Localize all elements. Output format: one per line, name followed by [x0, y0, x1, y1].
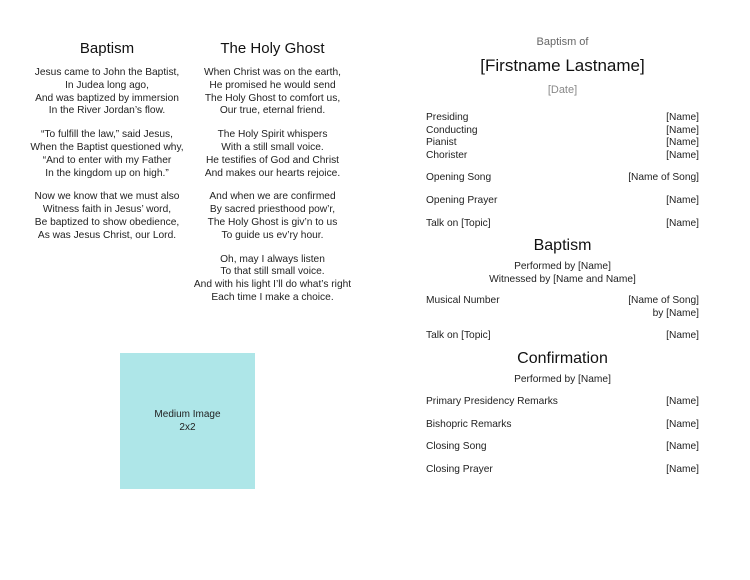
row-value: [Name of Song]	[628, 172, 699, 184]
poem-line: “And to enter with my Father	[42, 154, 172, 166]
program-row	[426, 150, 699, 163]
program-row	[426, 195, 699, 208]
poem-line: Our true, eternal friend.	[219, 105, 326, 117]
poem-line: And was baptized by immersion	[35, 92, 179, 104]
row-label: Presiding	[426, 112, 469, 123]
program-row	[426, 464, 699, 477]
officers-list	[426, 112, 699, 162]
row-label: Closing Prayer	[426, 463, 493, 475]
poem-line: Jesus came to John the Baptist,	[34, 67, 180, 78]
poem-line: And with his light I’ll do what’s right	[193, 279, 352, 291]
row-label: Talk on [Topic]	[426, 330, 491, 342]
image-placeholder[interactable]	[120, 353, 255, 489]
poem-line: The Holy Ghost to comfort us,	[204, 92, 341, 104]
poem-line: The Holy Spirit whispers	[217, 129, 328, 141]
poem-stanza	[22, 191, 192, 242]
poem-stanza	[22, 129, 192, 180]
image-placeholder-label	[154, 408, 220, 434]
poem-line: Now we know that we must also	[34, 191, 180, 203]
poem-line: To guide us ev’ry hour.	[221, 229, 324, 241]
poem-stanza	[22, 67, 192, 118]
row-value: [Name]	[666, 463, 699, 475]
poem-line: Be baptized to show obedience,	[34, 216, 180, 228]
row-label: Pianist	[426, 137, 457, 149]
program-row	[426, 396, 699, 409]
row-value-line: [Name of Song]	[628, 295, 699, 307]
program-row	[426, 218, 699, 231]
poem-line: The Holy Ghost is giv’n to us	[207, 216, 338, 228]
poem-stanza	[190, 254, 355, 305]
row-label: Talk on [Topic]	[426, 217, 491, 229]
poem-stanza	[190, 129, 355, 180]
row-label: Opening Prayer	[426, 194, 498, 206]
program-date: [Date]	[547, 84, 578, 96]
row-label: Chorister	[426, 149, 468, 161]
program-row	[426, 137, 699, 150]
section-title-baptism: Baptism	[533, 237, 592, 255]
poem-title: The Holy Ghost	[220, 40, 325, 57]
poem-title: Baptism	[79, 40, 135, 57]
row-label: Closing Song	[426, 441, 487, 453]
section-title-confirmation: Confirmation	[517, 349, 608, 367]
row-value: [Name]	[666, 217, 699, 229]
poem-line: In the River Jordan’s flow.	[48, 105, 166, 117]
program-row	[426, 295, 699, 320]
program-row	[426, 441, 699, 454]
program-kicker: Baptism of	[536, 36, 589, 48]
poem-line: With a still small voice.	[221, 141, 324, 153]
row-value: [Name]	[666, 194, 699, 206]
baptism-performed-by: Performed by [Name]	[514, 261, 611, 273]
poem-line: Oh, may I always listen	[220, 253, 325, 265]
confirmation-performed-by: Performed by [Name]	[514, 373, 611, 385]
poem-line: And when we are confirmed	[209, 191, 336, 203]
poem-line: He testifies of God and Christ	[205, 154, 340, 166]
poem-line: When Christ was on the earth,	[203, 67, 342, 78]
poem-stanza	[190, 191, 355, 242]
image-placeholder-line: Medium Image	[154, 409, 221, 420]
poem-holy-ghost	[190, 40, 355, 316]
row-value: [Name]	[666, 149, 699, 161]
row-value	[628, 295, 699, 320]
baptism-witnessed-by: Witnessed by [Name and Name]	[489, 274, 636, 286]
program-row	[426, 330, 699, 343]
poem-line: And makes our hearts rejoice.	[204, 167, 341, 179]
poem-line: To that still small voice.	[220, 266, 325, 278]
row-value: [Name]	[666, 124, 699, 136]
row-value: [Name]	[666, 330, 699, 342]
row-label: Musical Number	[426, 295, 500, 307]
row-value: [Name]	[666, 112, 699, 123]
program-row	[426, 172, 699, 185]
program-row	[426, 112, 699, 125]
row-value: [Name]	[666, 137, 699, 149]
poem-line: In Judea long ago,	[65, 79, 149, 91]
poem-baptism	[22, 40, 192, 254]
row-value: [Name]	[666, 441, 699, 453]
row-value: [Name]	[666, 418, 699, 430]
poem-line: In the kingdom up on high.”	[45, 167, 169, 179]
poem-line: “To fulfill the law,” said Jesus,	[41, 129, 173, 141]
poem-line: He promised he would send	[209, 79, 336, 91]
program-column	[426, 36, 699, 476]
poem-line: Each time I make a choice.	[211, 291, 334, 303]
row-value: [Name]	[666, 395, 699, 407]
poem-stanza	[190, 67, 355, 118]
poem-line: When the Baptist questioned why,	[30, 141, 184, 153]
image-placeholder-line: 2x2	[179, 422, 196, 433]
program-row	[426, 125, 699, 138]
candidate-name: [Firstname Lastname]	[480, 56, 645, 75]
row-label: Primary Presidency Remarks	[426, 395, 558, 407]
row-label: Conducting	[426, 124, 478, 136]
row-label: Opening Song	[426, 172, 492, 184]
poem-line: Witness faith in Jesus’ word,	[42, 204, 172, 216]
row-value-line: by [Name]	[652, 307, 699, 319]
program-row	[426, 419, 699, 432]
row-label: Bishopric Remarks	[426, 418, 512, 430]
poem-line: By sacred priesthood pow’r,	[209, 204, 336, 216]
poem-line: As was Jesus Christ, our Lord.	[37, 229, 177, 241]
